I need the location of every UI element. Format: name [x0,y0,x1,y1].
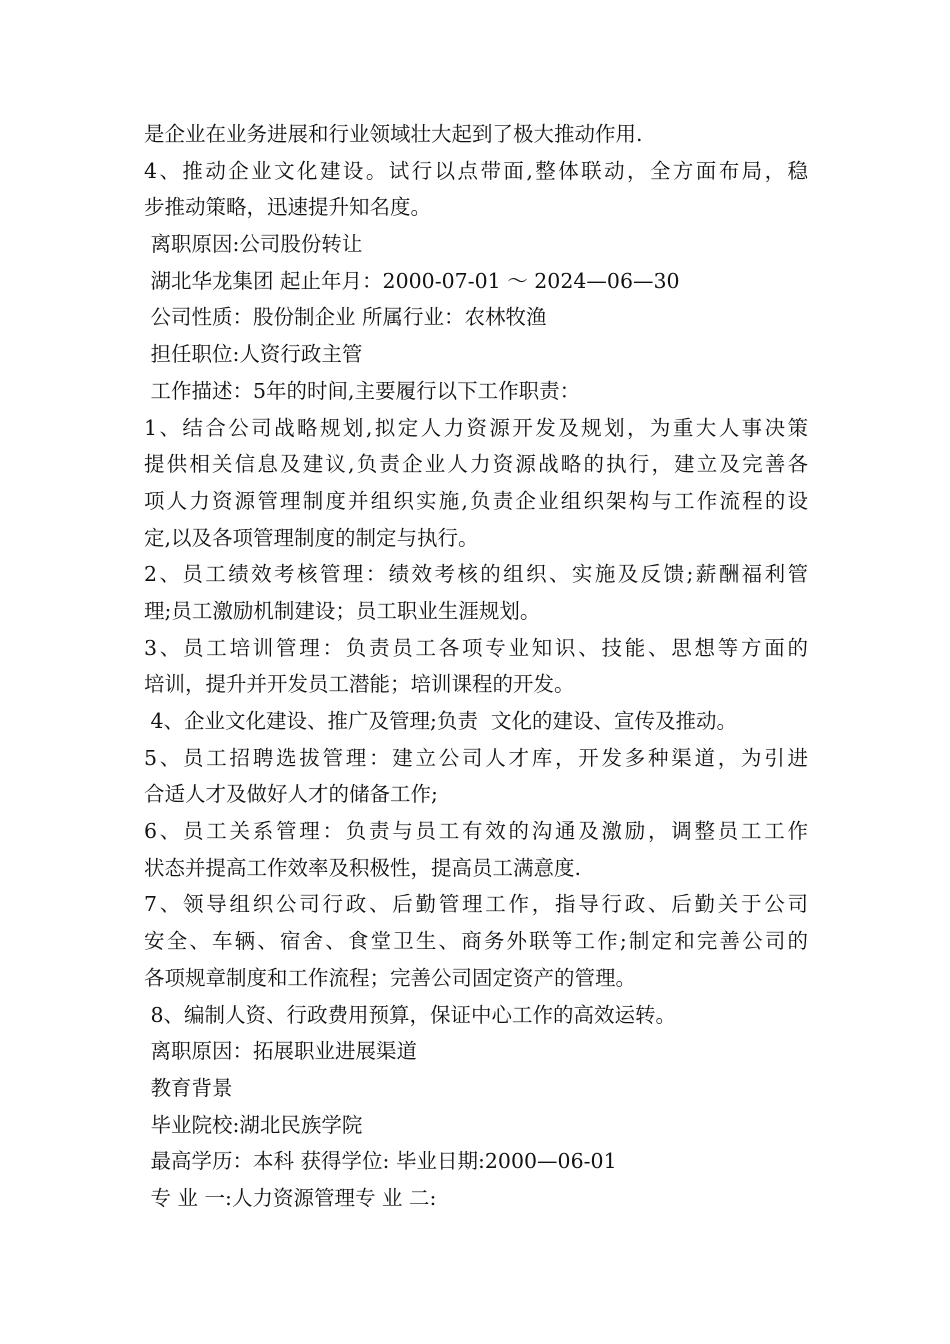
text-line: 各项规章制度和工作流程；完善公司固定资产的管理。 [144,965,636,990]
text-line: 合适人才及做好人才的储备工作; [144,782,438,807]
text-line: 4、企业文化建设、推广及管理;负责 文化的建设、宣传及推动。 [144,709,737,733]
text-line: 6、员工关系管理：负责与员工有效的沟通及激励，调整员工工作 [144,819,808,844]
text-line: 离职原因:公司股份转让 [144,232,363,257]
text-line: 湖北华龙集团 起止年月：2000-07-01 ～ 2024—06—30 [144,268,680,293]
text-line: 7、领导组织公司行政、后勤管理工作，指导行政、后勤关于公司 [144,892,808,917]
text-line: 步推动策略，迅速提升知名度。 [144,195,431,220]
text-line: 工作描述：5年的时间,主要履行以下工作职责： [144,378,581,403]
text-line: 项人力资源管理制度并组织实施,负责企业组织架构与工作流程的设 [144,488,808,513]
text-line: 2、员工绩效考核管理：绩效考核的组织、实施及反馈;薪酬福利管 [144,562,808,587]
text-line: 公司性质：股份制企业 所属行业：农林牧渔 [144,305,547,330]
text-line: 教育背景 [144,1075,233,1100]
text-line: 4、推动企业文化建设。试行以点带面,整体联动，全方面布局，稳 [144,158,808,183]
text-line: 培训，提升并开发员工潜能；培训课程的开发。 [144,672,575,697]
text-line: 担任职位:人资行政主管 [144,342,363,367]
text-line: 提供相关信息及建议,负责企业人力资源战略的执行，建立及完善各 [144,452,808,477]
text-line: 理;员工激励机制建设；员工职业生涯规划。 [144,598,541,623]
text-line: 8、编制人资、行政费用预算，保证中心工作的高效运转。 [144,1002,677,1027]
text-line: 专 业 一:人力资源管理专 业 二: [144,1185,437,1210]
document-body [144,116,808,1217]
text-line: 是企业在业务进展和行业领域壮大起到了极大推动作用. [144,122,643,146]
text-line: 状态并提高工作效率及积极性，提高员工满意度. [144,855,582,880]
text-line: 最高学历：本科 获得学位: 毕业日期:2000—06-01 [144,1149,617,1174]
text-line: 定,以及各项管理制度的制定与执行。 [144,525,479,550]
text-line: 5、员工招聘选拔管理：建立公司人才库，开发多种渠道，为引进 [144,745,808,770]
text-line: 毕业院校:湖北民族学院 [144,1112,363,1137]
text-line: 3、员工培训管理：负责员工各项专业知识、技能、思想等方面的 [144,635,808,660]
text-line: 离职原因：拓展职业进展渠道 [144,1039,418,1064]
text-line: 安全、车辆、宿舍、食堂卫生、商务外联等工作;制定和完善公司的 [144,929,808,954]
text-line: 1、结合公司战略规划,拟定人力资源开发及规划，为重大人事决策 [144,415,808,440]
